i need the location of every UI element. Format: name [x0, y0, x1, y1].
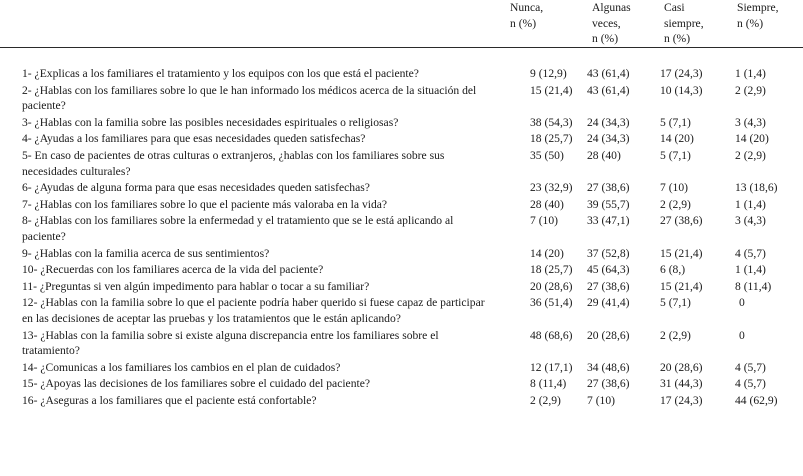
algunas-veces-value: 45 (64,3)	[587, 263, 630, 277]
algunas-veces-cell	[582, 115, 654, 132]
algunas-veces-cell	[582, 376, 654, 393]
casi-siempre-cell	[654, 213, 727, 245]
siempre-cell	[727, 83, 803, 115]
nunca-value: 9 (12,9)	[530, 67, 567, 80]
casi-siempre-value: 15 (21,4)	[660, 246, 703, 260]
question-text: 11- ¿Preguntas si ven algún impedimento para hablar o tocar a su familiar?	[22, 279, 370, 293]
nunca-cell	[500, 246, 582, 263]
nunca-value: 18 (25,7)	[530, 132, 573, 146]
table-row	[0, 328, 803, 360]
table-row	[0, 376, 803, 393]
siempre-value: 4 (5,7)	[735, 360, 766, 374]
algunas-veces-cell	[582, 83, 654, 115]
header-nunca	[500, 0, 582, 48]
casi-siempre-cell	[654, 328, 727, 360]
table-row	[0, 180, 803, 197]
casi-siempre-value: 5 (7,1)	[660, 115, 691, 129]
nunca-cell	[500, 180, 582, 197]
siempre-value: 2 (2,9)	[735, 148, 766, 162]
siempre-cell	[727, 328, 803, 360]
siempre-cell	[727, 262, 803, 279]
algunas-veces-value: 24 (34,3)	[587, 115, 630, 129]
question-cell	[0, 295, 500, 327]
casi-siempre-cell	[654, 180, 727, 197]
casi-siempre-cell	[654, 360, 727, 377]
casi-siempre-cell	[654, 295, 727, 327]
nunca-value: 7 (10)	[530, 214, 559, 228]
casi-siempre-value: 6 (8,)	[660, 263, 686, 277]
siempre-value: 14 (20)	[735, 132, 769, 146]
question-cell	[0, 393, 500, 410]
header-nunca-line: Nunca,	[510, 1, 544, 14]
algunas-veces-value: 43 (61,4)	[587, 83, 630, 97]
siempre-value: 4 (5,7)	[735, 377, 766, 391]
siempre-cell	[727, 131, 803, 148]
question-cell	[0, 213, 500, 245]
algunas-veces-value: 28 (40)	[587, 148, 621, 162]
question-cell	[0, 246, 500, 263]
header-nunca-line: n (%)	[510, 16, 537, 30]
siempre-value: 4 (5,7)	[735, 246, 766, 260]
algunas-veces-value: 37 (52,8)	[587, 246, 630, 260]
siempre-value: 3 (4,3)	[735, 115, 766, 129]
question-text: 12- ¿Hablas con la familia sobre lo que el paciente podría haber querido si fuese capaz de participar en las decisiones de aceptar las pruebas y los tratamientos que le están aplicando?	[22, 296, 485, 325]
nunca-value: 23 (32,9)	[530, 181, 573, 195]
casi-siempre-value: 15 (21,4)	[660, 279, 703, 293]
question-text: 10- ¿Recuerdas con los familiares acerca de la vida del paciente?	[22, 263, 324, 277]
question-text: 1- ¿Explicas a los familiares el tratamiento y los equipos con los que está el paciente?	[22, 67, 419, 80]
casi-siempre-value: 20 (28,6)	[660, 360, 703, 374]
algunas-veces-cell	[582, 48, 654, 83]
casi-siempre-value: 5 (7,1)	[660, 296, 691, 310]
question-text: 15- ¿Apoyas las decisiones de los familiares sobre el cuidado del paciente?	[22, 377, 371, 391]
algunas-veces-value: 34 (48,6)	[587, 360, 630, 374]
header-algunas-veces	[582, 0, 654, 48]
question-text: 8- ¿Hablas con los familiares sobre la enfermedad y el tratamiento que se le está aplicando al paciente?	[22, 214, 454, 243]
nunca-value: 38 (54,3)	[530, 115, 573, 129]
siempre-cell	[727, 360, 803, 377]
algunas-veces-value: 29 (41,4)	[587, 296, 630, 310]
question-text: 9- ¿Hablas con la familia acerca de sus sentimientos?	[22, 246, 270, 260]
question-text: 14- ¿Comunicas a los familiares los cambios en el plan de cuidados?	[22, 360, 341, 374]
table-row	[0, 295, 803, 327]
nunca-value: 28 (40)	[530, 197, 564, 211]
table-row	[0, 48, 803, 83]
siempre-cell	[727, 393, 803, 410]
header-casi-siempre	[654, 0, 727, 48]
nunca-value: 48 (68,6)	[530, 328, 573, 342]
casi-siempre-value: 27 (38,6)	[660, 214, 703, 228]
table-row	[0, 197, 803, 214]
casi-siempre-cell	[654, 131, 727, 148]
algunas-veces-value: 43 (61,4)	[587, 67, 630, 80]
header-algunas-line: veces,	[592, 16, 621, 30]
siempre-value: 0	[739, 328, 745, 342]
table-row	[0, 83, 803, 115]
casi-siempre-cell	[654, 148, 727, 180]
nunca-cell	[500, 295, 582, 327]
question-cell	[0, 197, 500, 214]
question-cell	[0, 376, 500, 393]
siempre-cell	[727, 180, 803, 197]
header-casi-line: siempre,	[664, 16, 704, 30]
siempre-value: 3 (4,3)	[735, 214, 766, 228]
casi-siempre-cell	[654, 83, 727, 115]
question-cell	[0, 328, 500, 360]
question-cell	[0, 279, 500, 296]
algunas-veces-cell	[582, 131, 654, 148]
algunas-veces-cell	[582, 328, 654, 360]
header-casi-line: Casi	[664, 1, 685, 14]
nunca-cell	[500, 328, 582, 360]
algunas-veces-value: 24 (34,3)	[587, 132, 630, 146]
casi-siempre-value: 17 (24,3)	[660, 67, 703, 80]
algunas-veces-value: 7 (10)	[587, 393, 616, 407]
casi-siempre-cell	[654, 393, 727, 410]
header-siempre	[727, 0, 803, 48]
nunca-cell	[500, 393, 582, 410]
question-text: 13- ¿Hablas con la familia sobre si existe alguna discrepancia entre los familiares sobre el tratamiento?	[22, 328, 439, 358]
algunas-veces-value: 33 (47,1)	[587, 214, 630, 228]
nunca-cell	[500, 279, 582, 296]
siempre-cell	[727, 197, 803, 214]
casi-siempre-cell	[654, 48, 727, 83]
nunca-value: 18 (25,7)	[530, 263, 573, 277]
casi-siempre-value: 2 (2,9)	[660, 197, 691, 211]
algunas-veces-value: 27 (38,6)	[587, 181, 630, 195]
algunas-veces-value: 39 (55,7)	[587, 197, 630, 211]
casi-siempre-cell	[654, 262, 727, 279]
siempre-cell	[727, 48, 803, 83]
siempre-cell	[727, 115, 803, 132]
table-row	[0, 262, 803, 279]
nunca-cell	[500, 213, 582, 245]
algunas-veces-cell	[582, 279, 654, 296]
table-row	[0, 115, 803, 132]
siempre-value: 1 (1,4)	[735, 197, 766, 211]
casi-siempre-value: 31 (44,3)	[660, 377, 703, 391]
casi-siempre-cell	[654, 197, 727, 214]
siempre-value: 8 (11,4)	[735, 279, 772, 293]
siempre-value: 1 (1,4)	[735, 67, 766, 80]
casi-siempre-value: 5 (7,1)	[660, 148, 691, 162]
casi-siempre-cell	[654, 376, 727, 393]
table-row	[0, 246, 803, 263]
algunas-veces-cell	[582, 180, 654, 197]
question-cell	[0, 148, 500, 180]
casi-siempre-value: 14 (20)	[660, 132, 694, 146]
nunca-cell	[500, 115, 582, 132]
siempre-value: 2 (2,9)	[735, 83, 766, 97]
algunas-veces-cell	[582, 213, 654, 245]
nunca-cell	[500, 376, 582, 393]
algunas-veces-cell	[582, 197, 654, 214]
casi-siempre-value: 17 (24,3)	[660, 393, 703, 407]
question-cell	[0, 83, 500, 115]
question-cell	[0, 131, 500, 148]
casi-siempre-cell	[654, 246, 727, 263]
nunca-cell	[500, 262, 582, 279]
casi-siempre-value: 10 (14,3)	[660, 83, 703, 97]
header-question	[0, 0, 500, 48]
nunca-value: 2 (2,9)	[530, 393, 561, 407]
question-cell	[0, 360, 500, 377]
question-cell	[0, 262, 500, 279]
siempre-cell	[727, 376, 803, 393]
header-algunas-line: n (%)	[592, 32, 619, 46]
nunca-cell	[500, 148, 582, 180]
algunas-veces-cell	[582, 148, 654, 180]
algunas-veces-value: 20 (28,6)	[587, 328, 630, 342]
question-cell	[0, 180, 500, 197]
table-row	[0, 213, 803, 245]
question-text: 7- ¿Hablas con los familiares sobre lo que el paciente más valoraba en la vida?	[22, 197, 388, 211]
nunca-value: 20 (28,6)	[530, 279, 573, 293]
siempre-cell	[727, 295, 803, 327]
algunas-veces-cell	[582, 393, 654, 410]
table-row	[0, 360, 803, 377]
header-row	[0, 0, 803, 48]
siempre-cell	[727, 279, 803, 296]
table-header	[0, 0, 803, 48]
question-cell	[0, 48, 500, 83]
table-row	[0, 279, 803, 296]
siempre-cell	[727, 148, 803, 180]
question-text: 6- ¿Ayudas de alguna forma para que esas necesidades queden satisfechas?	[22, 181, 370, 195]
siempre-cell	[727, 246, 803, 263]
nunca-value: 14 (20)	[530, 246, 564, 260]
nunca-cell	[500, 360, 582, 377]
nunca-value: 12 (17,1)	[530, 360, 573, 374]
casi-siempre-cell	[654, 279, 727, 296]
nunca-value: 8 (11,4)	[530, 377, 567, 391]
algunas-veces-cell	[582, 295, 654, 327]
siempre-value: 1 (1,4)	[735, 263, 766, 277]
question-text: 4- ¿Ayudas a los familiares para que esas necesidades queden satisfechas?	[22, 132, 366, 146]
casi-siempre-value: 2 (2,9)	[660, 328, 691, 342]
siempre-value: 44 (62,9)	[735, 393, 778, 407]
algunas-veces-cell	[582, 246, 654, 263]
question-text: 3- ¿Hablas con la familia sobre las posibles necesidades espirituales o religiosas?	[22, 115, 399, 129]
algunas-veces-value: 27 (38,6)	[587, 279, 630, 293]
header-siempre-line: Siempre,	[737, 1, 779, 14]
nunca-value: 36 (51,4)	[530, 296, 573, 310]
question-text: 2- ¿Hablas con los familiares sobre lo que le han informado los médicos acerca de la situación del paciente?	[22, 83, 477, 113]
algunas-veces-cell	[582, 360, 654, 377]
question-cell	[0, 115, 500, 132]
siempre-cell	[727, 213, 803, 245]
question-text: 16- ¿Aseguras a los familiares que el paciente está confortable?	[22, 393, 317, 407]
nunca-value: 15 (21,4)	[530, 83, 573, 97]
header-siempre-line: n (%)	[737, 16, 764, 30]
question-text: 5- En caso de pacientes de otras culturas o extranjeros, ¿hablas con los familiares sobre sus necesidades culturales?	[22, 148, 445, 178]
nunca-cell	[500, 48, 582, 83]
casi-siempre-cell	[654, 115, 727, 132]
nunca-cell	[500, 197, 582, 214]
table-row	[0, 148, 803, 180]
header-algunas-line: Algunas	[592, 1, 631, 14]
siempre-value: 0	[739, 296, 745, 310]
nunca-value: 35 (50)	[530, 148, 564, 162]
table-row	[0, 393, 803, 410]
algunas-veces-value: 27 (38,6)	[587, 377, 630, 391]
nunca-cell	[500, 83, 582, 115]
algunas-veces-cell	[582, 262, 654, 279]
table-body	[0, 48, 803, 410]
table-row	[0, 131, 803, 148]
header-casi-line: n (%)	[664, 32, 691, 46]
nunca-cell	[500, 131, 582, 148]
casi-siempre-value: 7 (10)	[660, 181, 689, 195]
siempre-value: 13 (18,6)	[735, 181, 778, 195]
